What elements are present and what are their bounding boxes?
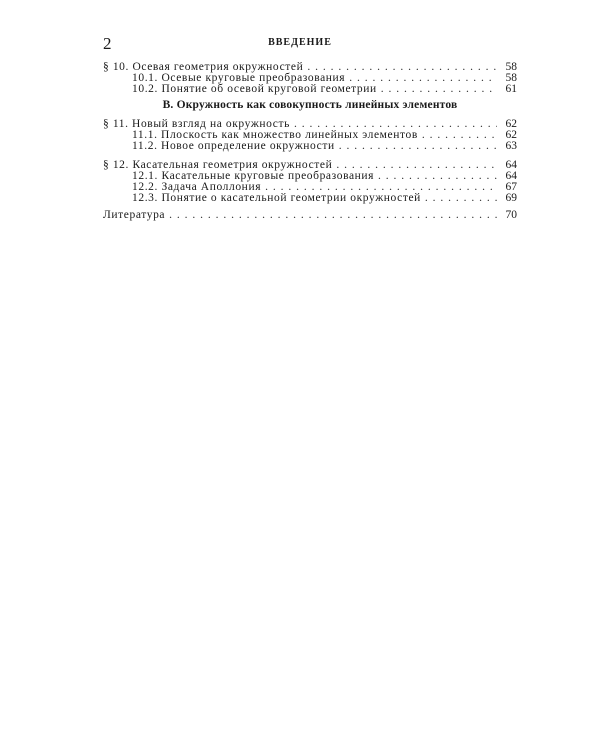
- leader-dots: [169, 210, 497, 221]
- toc-entry-label: 10.2. Понятие об осевой круговой геометрии: [132, 83, 377, 95]
- leader-dots: [381, 84, 497, 95]
- part-heading: В. Окружность как совокупность линейных элементов: [162, 99, 458, 111]
- toc-entry-page: 67: [505, 181, 517, 193]
- table-of-contents: [103, 62, 517, 221]
- toc-entry-page: 69: [505, 192, 517, 204]
- toc-entry-10-2: [103, 84, 517, 95]
- leader-dots: [425, 193, 497, 204]
- toc-entry-page: 70: [505, 209, 517, 221]
- leader-dots: [422, 130, 497, 141]
- toc-entry-label: 11.1. Плоскость как множество линейных элементов: [132, 129, 418, 141]
- toc-entry-label: 10.1. Осевые круговые преобразования: [132, 72, 346, 84]
- toc-entry-page: 62: [505, 118, 517, 130]
- toc-entry-label: 12.2. Задача Аполлония: [132, 181, 262, 193]
- toc-entry-11-2: [103, 141, 517, 152]
- leader-dots: [378, 171, 497, 182]
- toc-entry-page: 63: [505, 140, 517, 152]
- toc-entry-page: 58: [505, 61, 517, 73]
- toc-entry-label: § 12. Касательная геометрия окружностей: [103, 159, 333, 171]
- toc-entry-page: 64: [505, 159, 517, 171]
- toc-entry-page: 64: [505, 170, 517, 182]
- toc-entry-label: § 11. Новый взгляд на окружность: [103, 118, 290, 130]
- toc-entry-label: 11.2. Новое определение окружности: [132, 140, 335, 152]
- toc-entry-label: Литература: [103, 209, 166, 221]
- toc-entry-page: 61: [505, 83, 517, 95]
- toc-entry-label: 12.1. Касательные круговые преобразования: [132, 170, 375, 182]
- page-number: 2: [103, 34, 112, 53]
- running-head: ВВЕДЕНИЕ: [268, 37, 332, 48]
- leader-dots: [339, 141, 497, 152]
- toc-entry-label: 12.3. Понятие о касательной геометрии окружностей: [132, 192, 421, 204]
- toc-entry-page: 58: [505, 72, 517, 84]
- toc-entry-literature: [103, 210, 517, 221]
- toc-entry-label: § 10. Осевая геометрия окружностей: [103, 61, 304, 73]
- toc-entry-12-3: [103, 193, 517, 204]
- toc-entry-page: 62: [505, 129, 517, 141]
